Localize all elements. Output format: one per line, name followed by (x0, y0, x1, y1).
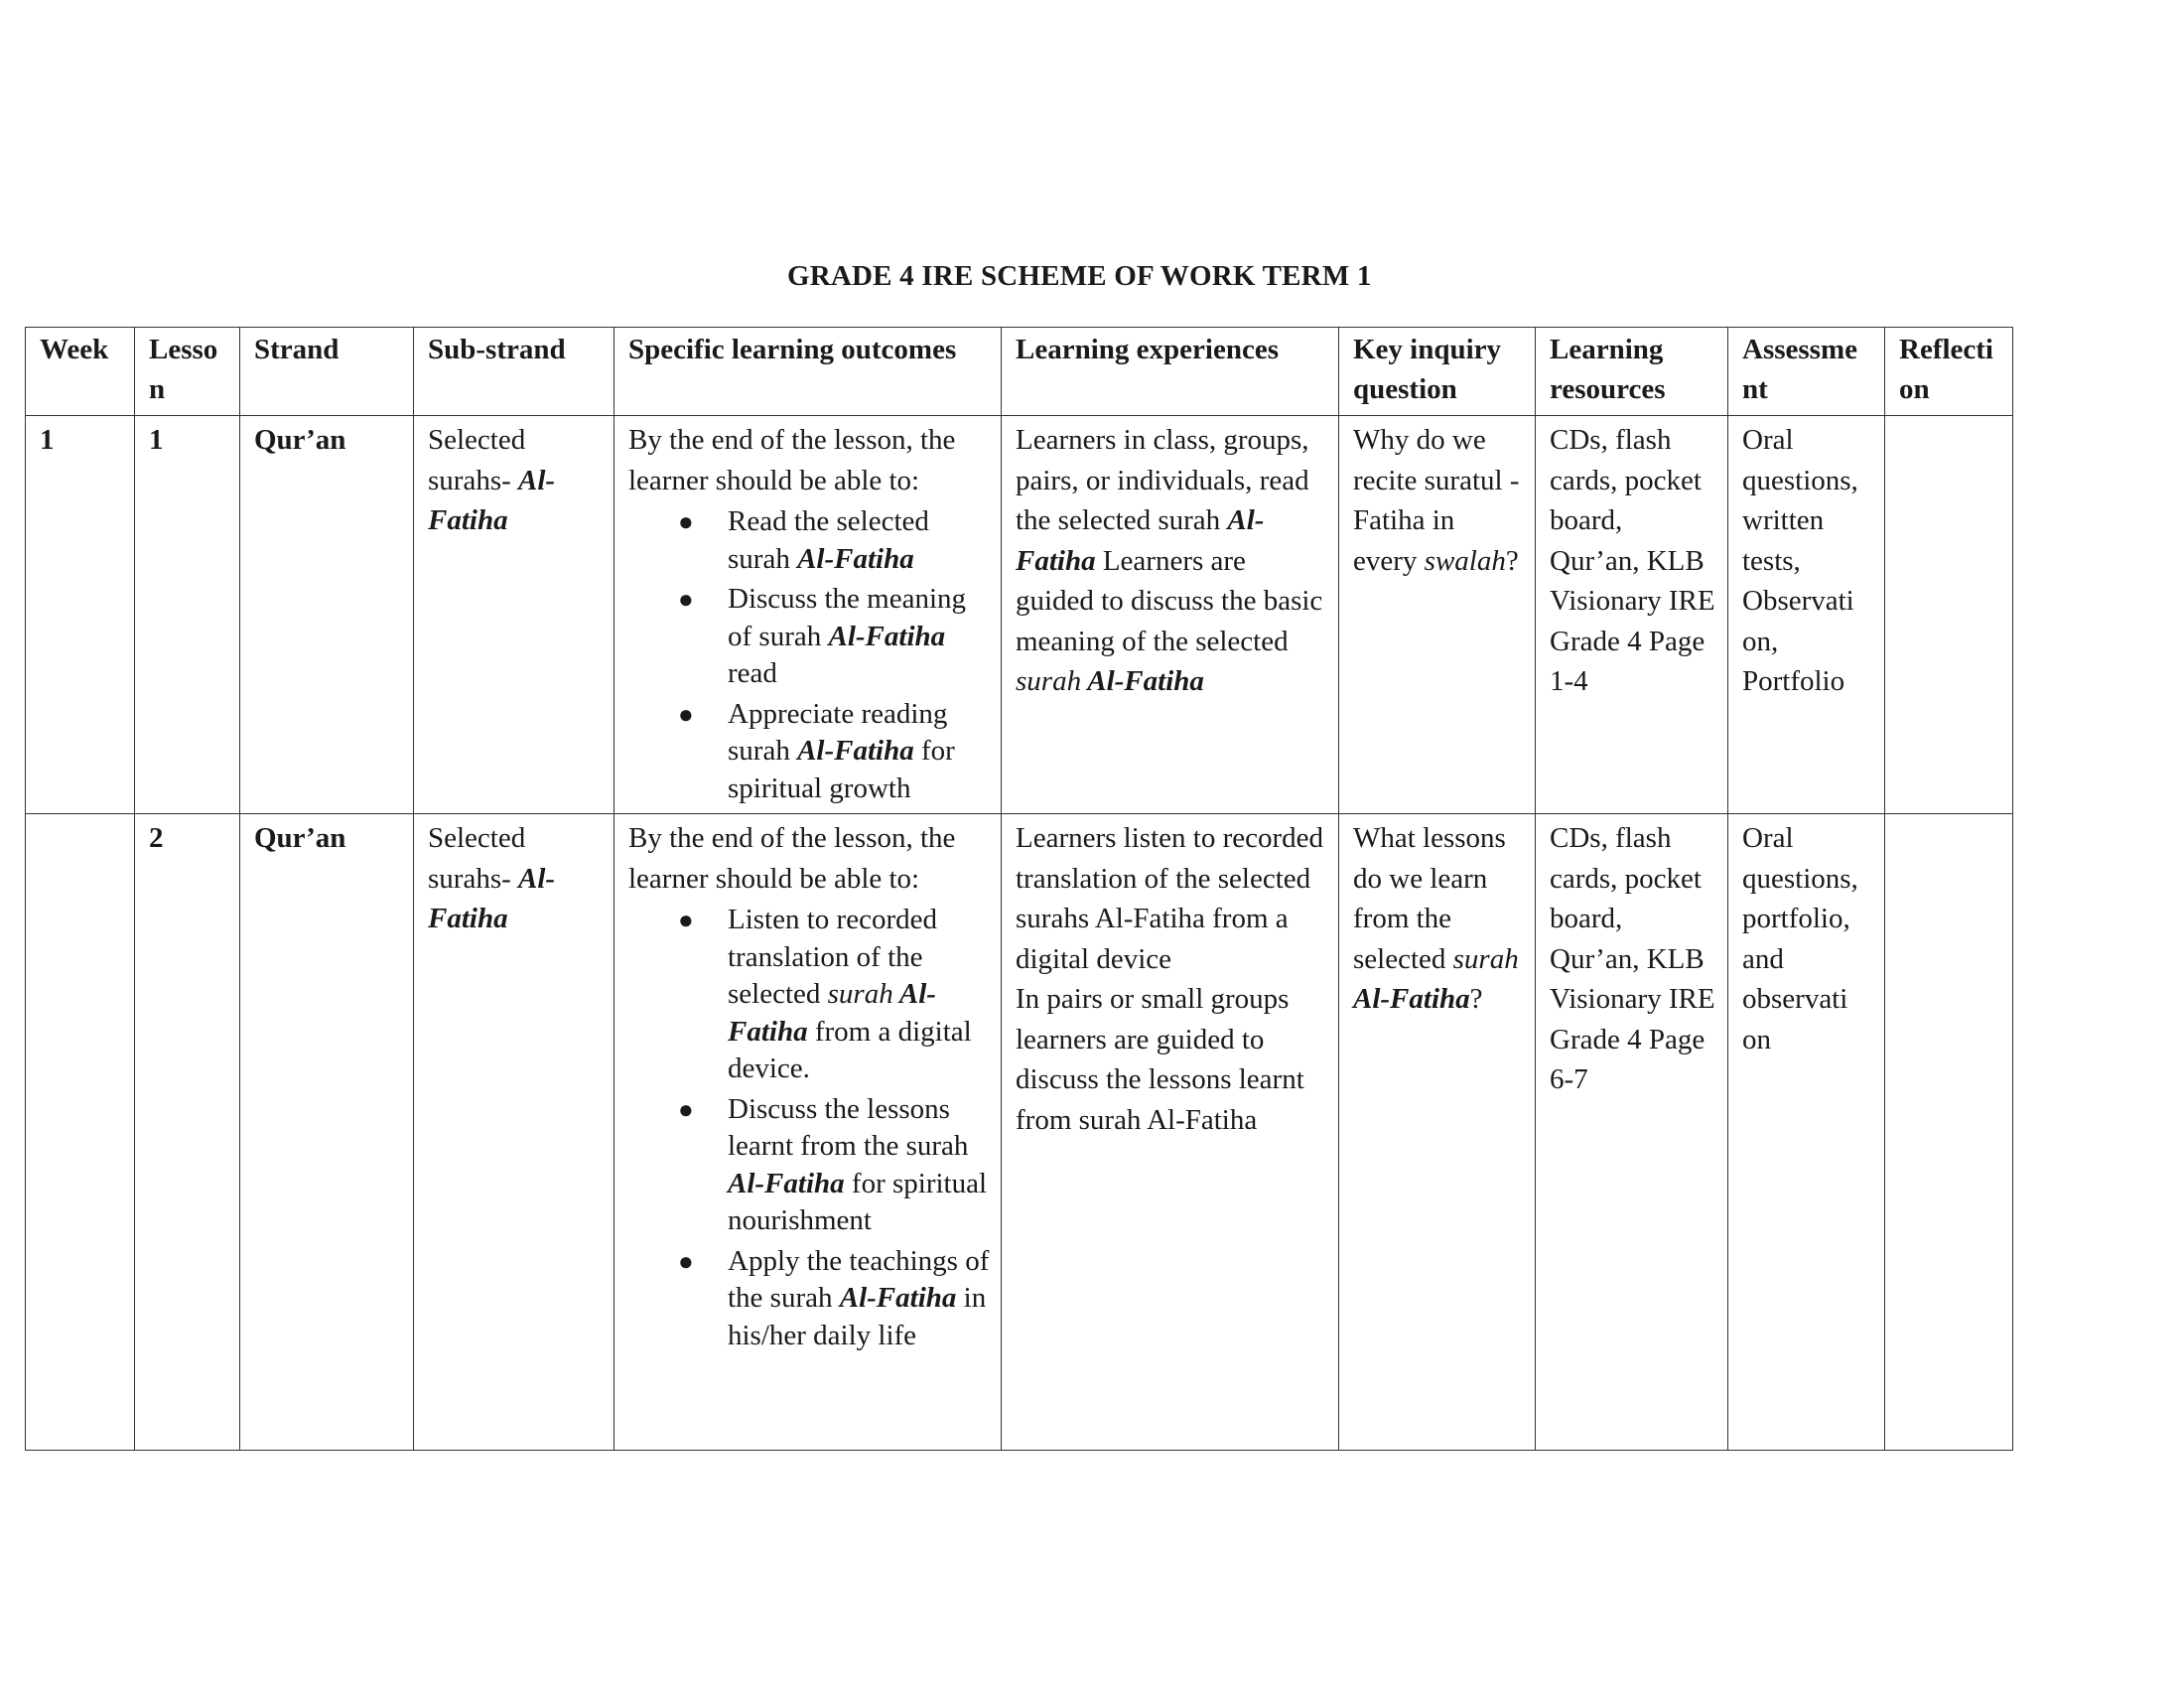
outcome-text: Discuss the lessons learnt from the surah (728, 1092, 969, 1162)
inquiry-italic: swalah (1424, 544, 1506, 577)
inquiry-end: ? (1469, 983, 1483, 1015)
cell-reflection (1885, 416, 2013, 814)
inquiry-end: ? (1505, 544, 1519, 577)
header-reflection: Reflecti on (1885, 328, 2013, 416)
outcome-text: Listen to recorded translation of the selected (728, 904, 937, 1010)
cell-resources: CDs, flash cards, pocket board, Qur’an, KLB Visionary IRE Grade 4 Page 6-7 (1536, 814, 1728, 1451)
cell-experiences (1002, 416, 1339, 814)
bullet-icon: ● (678, 1094, 694, 1124)
bullet-icon: ● (678, 1246, 694, 1276)
sub-strand-text: Selected surahs- (428, 424, 526, 496)
outcome-text: Discuss the meaning of surah (728, 583, 967, 652)
table-row (26, 416, 2013, 814)
header-week: Week (26, 328, 135, 416)
inquiry-text: What lessons do we learn from the selected (1353, 822, 1506, 975)
list-item (678, 696, 991, 808)
outcome-text: Appreciate reading surah (728, 697, 948, 767)
header-sub-strand: Sub-strand (414, 328, 614, 416)
outcome-surah: Al-Fatiha (728, 1167, 845, 1199)
outcome-surah: Al-Fatiha (797, 542, 914, 575)
list-item (678, 1091, 991, 1240)
outcome-surah: Al-Fatiha (728, 978, 936, 1048)
inquiry-text: Why do we recite suratul - Fatiha in every (1353, 424, 1520, 577)
outcome-text-end: from a digital device. (728, 1015, 972, 1084)
outcome-surah: Al-Fatiha (839, 1282, 957, 1314)
bullet-icon: ● (678, 585, 694, 614)
outcome-text-end: for spiritual nourishment (728, 1167, 988, 1236)
cell-assessment: Oral questions, portfolio, and observati on (1728, 814, 1885, 1451)
cell-resources: CDs, flash cards, pocket board, Qur’an, KLB Visionary IRE Grade 4 Page 1-4 (1536, 416, 1728, 814)
inquiry-italic: surah (1452, 942, 1519, 975)
table-row (26, 814, 2013, 1451)
header-resources: Learning resources (1536, 328, 1728, 416)
cell-outcomes (614, 416, 1002, 814)
experiences-surah: Al-Fatiha (1016, 504, 1265, 577)
list-item (678, 902, 991, 1088)
cell-week (26, 814, 135, 1451)
table-header-row (26, 328, 2013, 416)
bullet-icon: ● (678, 507, 694, 536)
cell-lesson: 1 (135, 416, 240, 814)
cell-week: 1 (26, 416, 135, 814)
header-outcomes: Specific learning outcomes (614, 328, 1002, 416)
experiences-text-2: In pairs or small groups learners are guided to discuss the lessons learnt from surah Al-Fatiha (1016, 983, 1304, 1136)
outcome-text-end: for spiritual growth (728, 735, 955, 804)
header-assessment: Assessme nt (1728, 328, 1885, 416)
scheme-of-work-table (25, 327, 2013, 1451)
cell-strand: Qur’an (240, 814, 414, 1451)
outcome-text-end: read (728, 657, 777, 689)
sub-strand-surah: Al-Fatiha (428, 464, 556, 536)
outcomes-list (628, 902, 991, 1354)
cell-sub-strand (414, 814, 614, 1451)
bullet-icon: ● (678, 906, 694, 934)
cell-assessment: Oral questions, written tests, Observati on, Portfolio (1728, 416, 1885, 814)
sub-strand-text: Selected surahs- (428, 822, 526, 895)
header-strand: Strand (240, 328, 414, 416)
header-lesson: Lesso n (135, 328, 240, 416)
experiences-italic: surah (1016, 665, 1082, 697)
outcome-surah: Al-Fatiha (828, 620, 946, 652)
cell-lesson: 2 (135, 814, 240, 1451)
cell-reflection (1885, 814, 2013, 1451)
outcome-text: Read the selected surah (728, 505, 929, 575)
sub-strand-surah: Al-Fatiha (428, 862, 556, 934)
list-item (678, 1243, 991, 1355)
outcome-italic: surah (827, 978, 893, 1010)
outcome-surah: Al-Fatiha (797, 735, 914, 767)
header-experiences: Learning experiences (1002, 328, 1339, 416)
list-item (678, 581, 991, 693)
experiences-text: Learners listen to recorded translation of the selected surahs Al-Fatiha from a digital device (1016, 822, 1323, 975)
outcomes-intro: By the end of the lesson, the learner should be able to: (628, 424, 956, 496)
experiences-surah-2: Al-Fatiha (1081, 665, 1204, 697)
experiences-text: Learners in class, groups, pairs, or individuals, read the selected surah (1016, 424, 1309, 536)
page-title: GRADE 4 IRE SCHEME OF WORK TERM 1 (787, 260, 1372, 292)
cell-outcomes (614, 814, 1002, 1451)
cell-inquiry (1339, 814, 1536, 1451)
outcome-text: Apply the teachings of the surah (728, 1244, 990, 1314)
experiences-text-2: Learners are guided to discuss the basic meaning of the selected (1016, 544, 1323, 657)
header-inquiry: Key inquiry question (1339, 328, 1536, 416)
cell-strand: Qur’an (240, 416, 414, 814)
cell-inquiry (1339, 416, 1536, 814)
cell-experiences (1002, 814, 1339, 1451)
outcome-text-end: in his/her daily life (728, 1282, 987, 1351)
list-item (678, 503, 991, 578)
outcomes-intro: By the end of the lesson, the learner should be able to: (628, 822, 956, 895)
cell-sub-strand (414, 416, 614, 814)
inquiry-surah: Al-Fatiha (1353, 983, 1470, 1015)
bullet-icon: ● (678, 699, 694, 729)
outcomes-list (628, 503, 991, 807)
